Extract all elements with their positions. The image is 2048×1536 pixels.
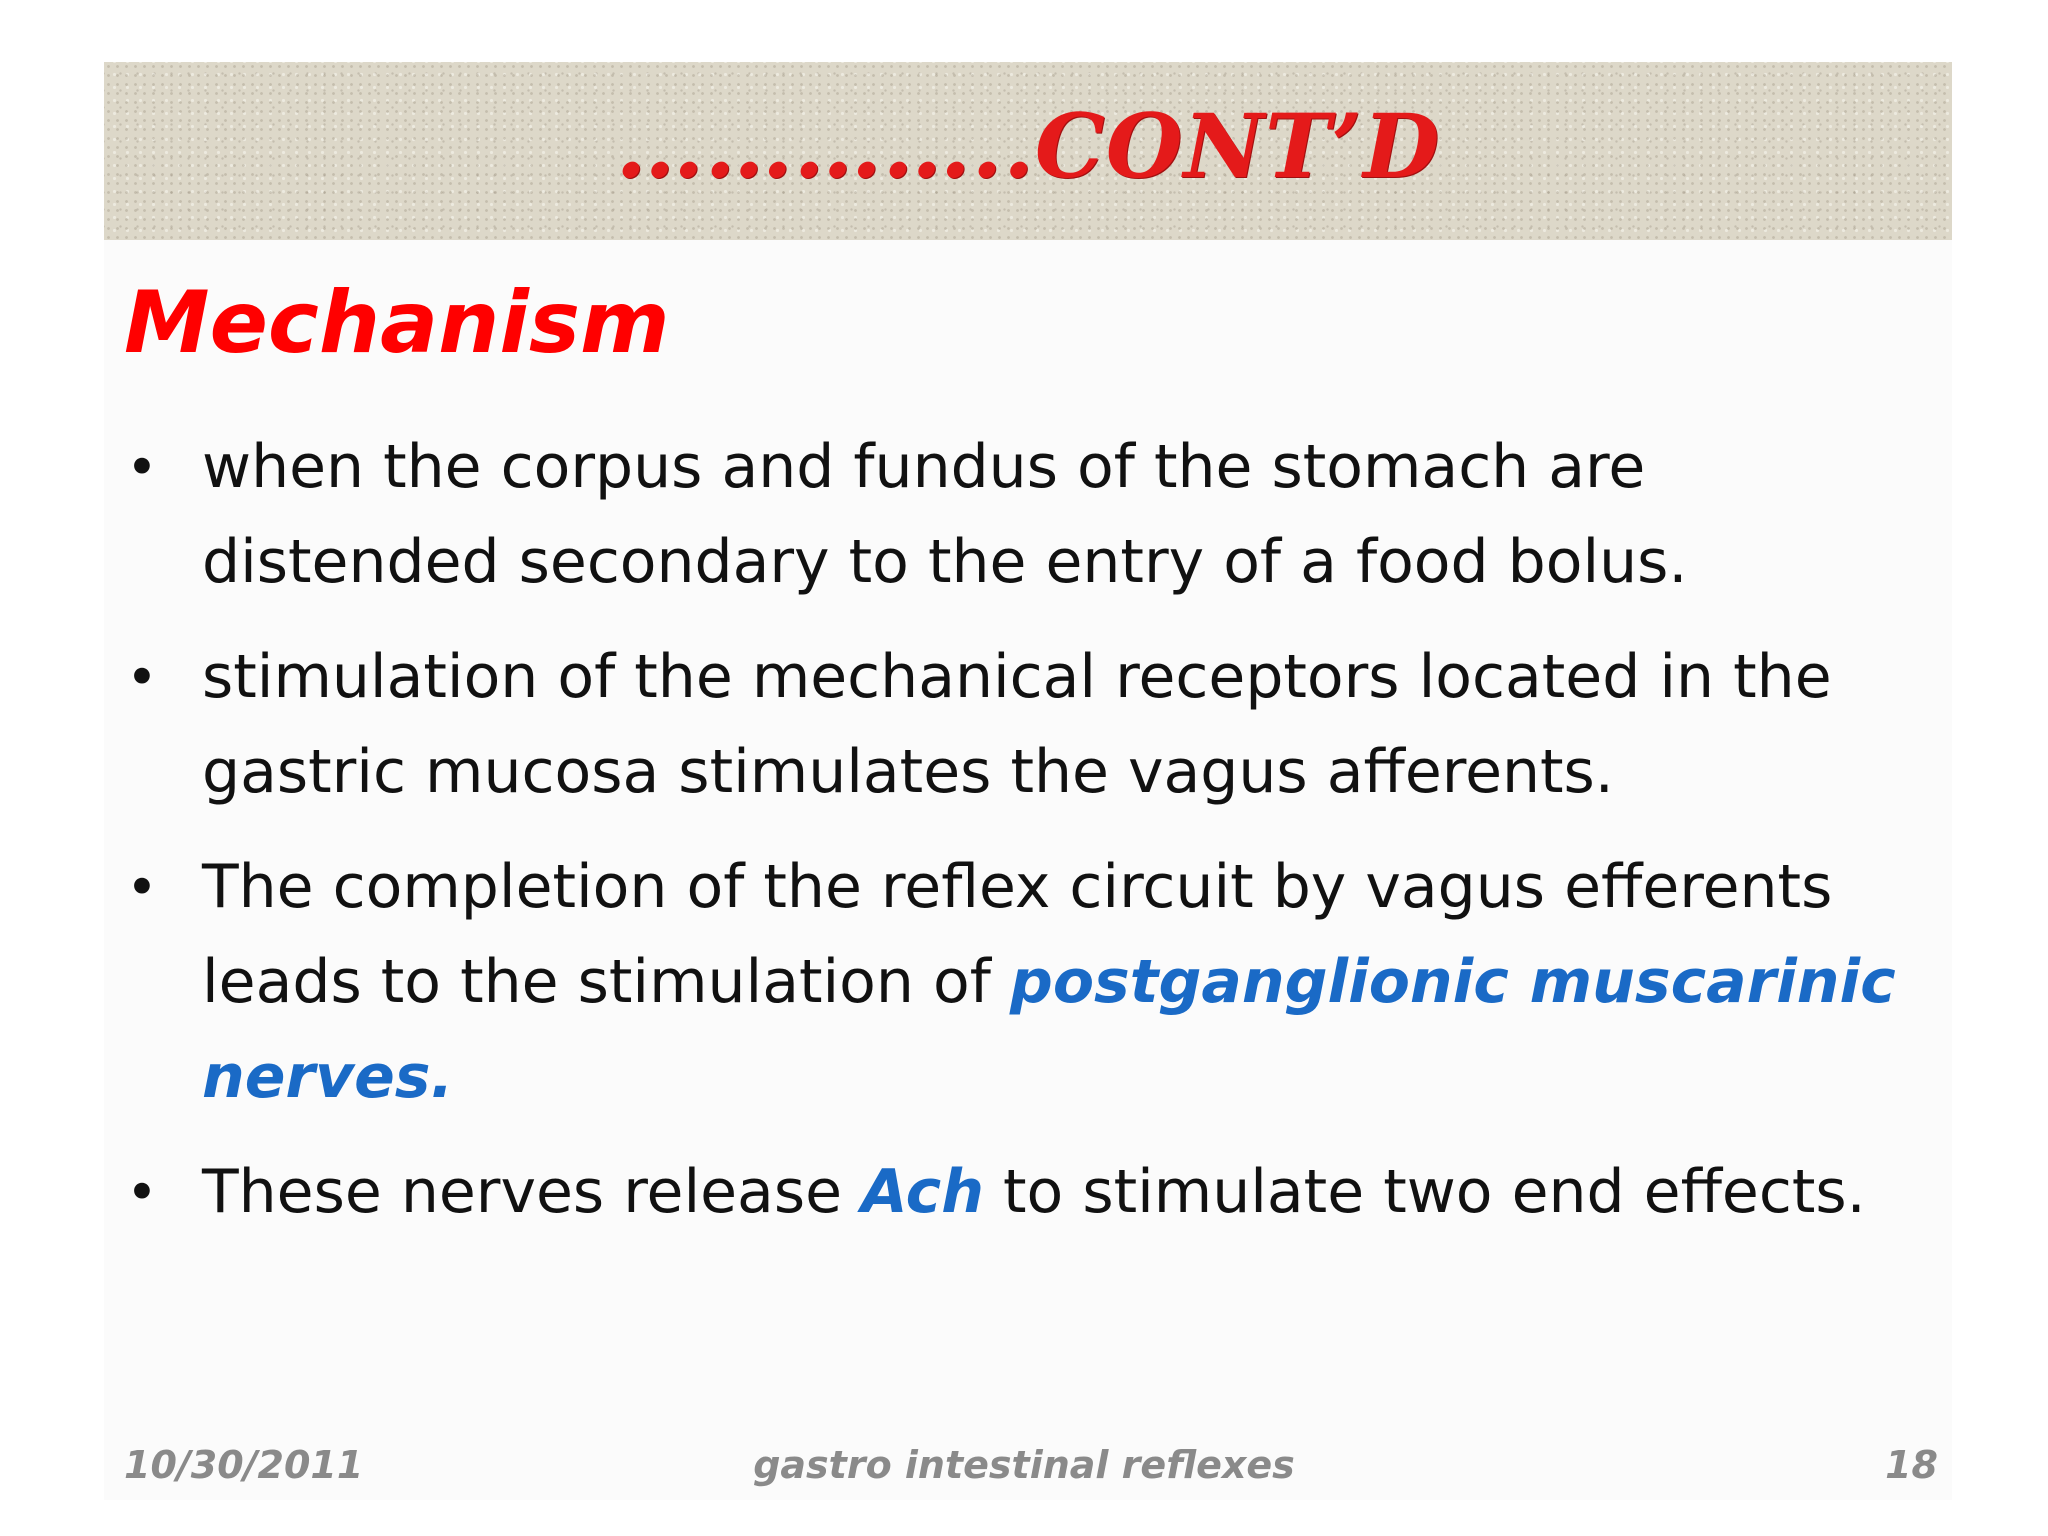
bullet-marker: • xyxy=(126,436,158,499)
bullet-text-run: The completion of the reflex circuit by vagus efferents leads to the stimulation of xyxy=(202,852,1833,1017)
bullet-list xyxy=(120,420,1930,1260)
bullet-text-run: stimulation of the mechanical receptors located in the gastric mucosa stimulates the vagus afferents. xyxy=(202,642,1832,807)
section-heading: Mechanism xyxy=(124,273,670,373)
bullet-text-run: when the corpus and fundus of the stomach are distended secondary to the entry of a food bolus. xyxy=(202,432,1688,597)
bullet-text xyxy=(202,432,1687,597)
bullet-marker: • xyxy=(126,1161,158,1224)
slide-title: …………..CONT’D xyxy=(615,94,1441,198)
bullet-text xyxy=(202,852,1896,1112)
bullet-item xyxy=(120,1145,1930,1240)
title-band xyxy=(104,62,1952,240)
bullet-marker: • xyxy=(126,646,158,709)
bullet-item xyxy=(120,630,1930,820)
bullet-text-run: These nerves release xyxy=(202,1157,862,1227)
bullet-item xyxy=(120,420,1930,610)
bullet-marker: • xyxy=(126,856,158,919)
footer-title: gastro intestinal reflexes xyxy=(753,1443,1295,1487)
highlighted-term: Ach xyxy=(861,1157,984,1227)
footer-page-number: 18 xyxy=(1885,1443,1938,1487)
bullet-item xyxy=(120,840,1930,1125)
highlighted-term: postganglionic muscarinic nerves. xyxy=(202,947,1896,1112)
footer-date: 10/30/2011 xyxy=(124,1443,364,1487)
bullet-text xyxy=(202,1157,1866,1227)
bullet-text xyxy=(202,642,1832,807)
bullet-text-run: to stimulate two end effects. xyxy=(983,1157,1866,1227)
